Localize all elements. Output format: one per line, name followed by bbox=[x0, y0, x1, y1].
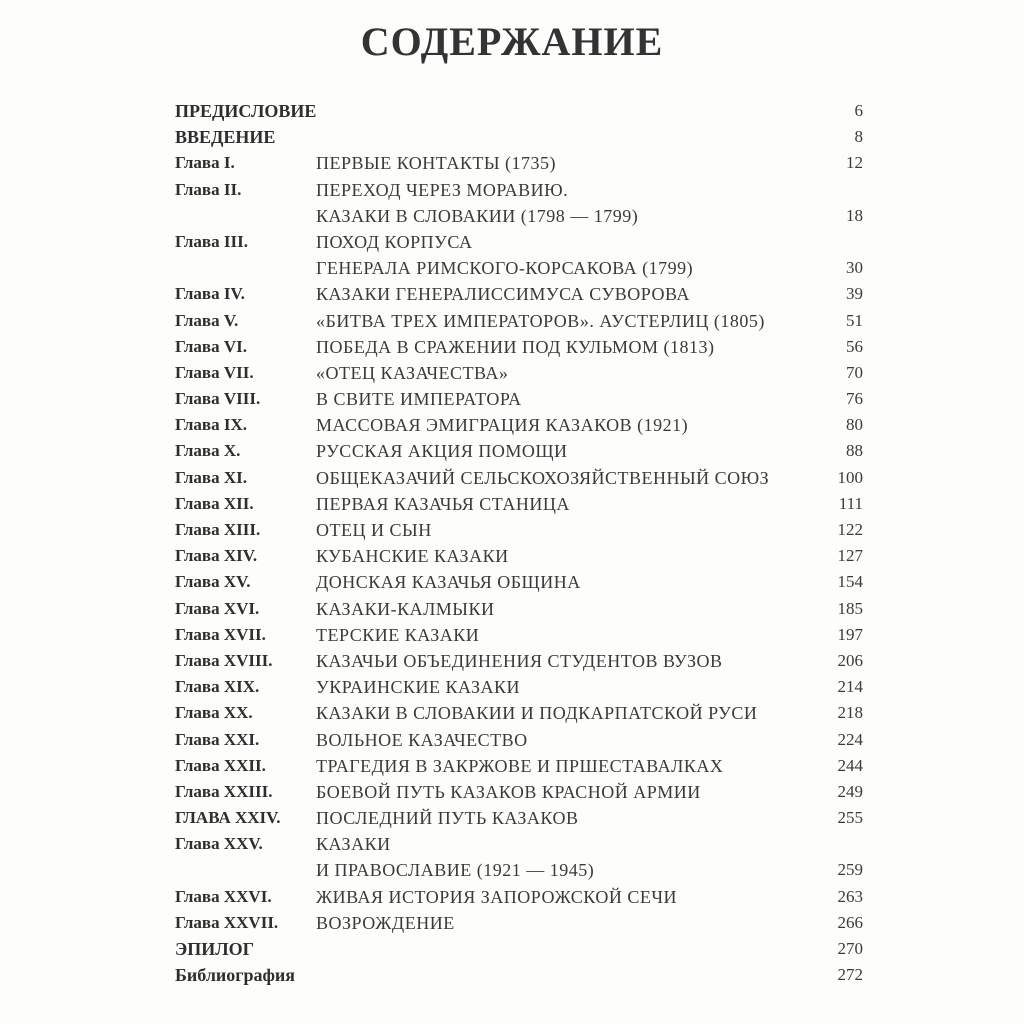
toc-entry bbox=[175, 936, 863, 962]
toc-entry-label: Глава VII. bbox=[175, 362, 254, 382]
toc-entry bbox=[175, 412, 863, 438]
toc-entry-page-number: 185 bbox=[837, 598, 863, 618]
toc-entry-label: Глава XI. bbox=[175, 467, 248, 487]
toc-entry bbox=[175, 727, 863, 753]
toc-entry-title: КАЗАЧЬИ ОБЪЕДИНЕНИЯ СТУДЕНТОВ ВУЗОВ bbox=[316, 650, 723, 671]
toc-entry bbox=[175, 360, 863, 386]
toc-entry bbox=[175, 910, 863, 936]
toc-entry-title: ПОСЛЕДНИЙ ПУТЬ КАЗАКОВ bbox=[316, 808, 579, 829]
toc-entry-page-number: 224 bbox=[837, 729, 863, 749]
toc-entry-title: КУБАНСКИЕ КАЗАКИ bbox=[316, 546, 509, 567]
toc-entry-label: ПРЕДИСЛОВИЕ bbox=[175, 101, 317, 121]
toc-entry-page-number: 244 bbox=[837, 755, 863, 775]
toc-entry-label: Глава XXIII. bbox=[175, 781, 273, 801]
toc-entry-page-number: 18 bbox=[846, 205, 863, 225]
toc-entry-title: ПЕРВЫЕ КОНТАКТЫ (1735) bbox=[316, 153, 557, 174]
toc-entry-label: Глава XIII. bbox=[175, 520, 261, 539]
toc-entry-title: КАЗАКИ В СЛОВАКИИ (1798 — 1799) bbox=[316, 205, 639, 226]
toc-entry-page-number: 255 bbox=[837, 808, 863, 828]
toc-entry-title: ТЕРСКИЕ КАЗАКИ bbox=[316, 624, 480, 645]
toc-entry-title: ВОЛЬНОЕ КАЗАЧЕСТВО bbox=[316, 729, 528, 750]
toc-entry bbox=[175, 334, 863, 360]
toc-entry-label: ЭПИЛОГ bbox=[175, 939, 255, 959]
toc-entry-label: Глава XXII. bbox=[175, 755, 266, 775]
toc-entry-page-number: 51 bbox=[846, 310, 863, 330]
toc-entry bbox=[175, 805, 863, 831]
toc-entry-label: Глава IX. bbox=[175, 415, 248, 435]
toc-entry-page-number: 266 bbox=[837, 912, 863, 932]
toc-entry bbox=[175, 124, 863, 150]
toc-entry-page-number: 197 bbox=[837, 624, 863, 644]
toc-entry bbox=[175, 98, 863, 124]
toc-entry-page-number: 206 bbox=[837, 650, 863, 670]
toc-entry-title: КАЗАКИ В СЛОВАКИИ И ПОДКАРПАТСКОЙ РУСИ bbox=[316, 703, 758, 724]
toc-entry-page-number: 8 bbox=[854, 127, 863, 147]
toc-entry-title: КАЗАКИ bbox=[316, 834, 391, 855]
toc-entry bbox=[175, 281, 863, 307]
toc-entry-title: ПОБЕДА В СРАЖЕНИИ ПОД КУЛЬМОМ (1813) bbox=[316, 336, 715, 357]
toc-entry-label: ГЛАВА XXIV. bbox=[175, 808, 281, 828]
toc-entry bbox=[175, 543, 863, 569]
toc-entry bbox=[175, 884, 863, 910]
toc-entry-title: ГЕНЕРАЛА РИМСКОГО-КОРСАКОВА (1799) bbox=[316, 258, 694, 279]
toc-entry bbox=[175, 177, 863, 203]
toc-entry-page-number: 70 bbox=[846, 362, 863, 382]
toc-entry bbox=[175, 674, 863, 700]
toc-entry-title: И ПРАВОСЛАВИЕ (1921 — 1945) bbox=[316, 860, 595, 881]
toc-entry-title: КАЗАКИ ГЕНЕРАЛИССИМУСА СУВОРОВА bbox=[316, 284, 690, 305]
toc-entry bbox=[175, 648, 863, 674]
toc-entry-title: МАССОВАЯ ЭМИГРАЦИЯ КАЗАКОВ (1921) bbox=[316, 415, 689, 436]
toc-entry-title: «ОТЕЦ КАЗАЧЕСТВА» bbox=[316, 362, 509, 383]
toc-entry-title: ПЕРВАЯ КАЗАЧЬЯ СТАНИЦА bbox=[316, 493, 570, 514]
toc-entry bbox=[175, 517, 863, 543]
toc-entry-label: Глава II. bbox=[175, 179, 242, 199]
toc-entry-title: В СВИТЕ ИМПЕРАТОРА bbox=[316, 389, 522, 410]
toc-entry-label: Глава X. bbox=[175, 441, 241, 461]
toc-entry bbox=[175, 622, 863, 648]
toc-entry-title: УКРАИНСКИЕ КАЗАКИ bbox=[316, 677, 521, 698]
toc-entry-title: ВОЗРОЖДЕНИЕ bbox=[316, 912, 455, 933]
toc-entry-label: Глава I. bbox=[175, 153, 235, 173]
toc-entry-label: Глава XXI. bbox=[175, 729, 260, 749]
toc-entry-title: КАЗАКИ-КАЛМЫКИ bbox=[316, 598, 495, 619]
toc-entry-label: Глава XXV. bbox=[175, 834, 263, 854]
toc-entry bbox=[175, 779, 863, 805]
toc-entry-page-number: 214 bbox=[837, 677, 863, 697]
toc-entry-label: Глава VIII. bbox=[175, 389, 261, 409]
toc-entry bbox=[175, 700, 863, 726]
page-title: СОДЕРЖАНИЕ bbox=[360, 19, 664, 64]
toc-entry-label: Глава XXVI. bbox=[175, 886, 272, 906]
toc-entry bbox=[175, 150, 863, 176]
toc-entry-page-number: 127 bbox=[837, 546, 863, 566]
toc-entry-label: Библиография bbox=[175, 965, 296, 986]
toc-entry-label: Глава III. bbox=[175, 231, 248, 251]
toc-entry bbox=[175, 386, 863, 412]
toc-entry-page-number: 218 bbox=[837, 703, 863, 723]
toc-entry-page-number: 111 bbox=[838, 493, 863, 513]
toc-entry-page-number: 122 bbox=[837, 520, 863, 539]
toc-entry bbox=[175, 491, 863, 517]
toc-entry bbox=[175, 569, 863, 595]
toc-entry bbox=[175, 308, 863, 334]
toc-entry-title: ЖИВАЯ ИСТОРИЯ ЗАПОРОЖСКОЙ СЕЧИ bbox=[316, 886, 678, 907]
toc-entry-label: Глава XVIII. bbox=[175, 650, 273, 670]
toc-entry bbox=[175, 465, 863, 491]
toc-entry-title: ПЕРЕХОД ЧЕРЕЗ МОРАВИЮ. bbox=[316, 179, 569, 200]
toc-entry-page-number: 12 bbox=[846, 153, 863, 173]
toc-entry bbox=[175, 203, 863, 229]
toc-entry-label: ВВЕДЕНИЕ bbox=[175, 127, 276, 148]
table-of-contents bbox=[175, 98, 863, 988]
toc-entry-page-number: 259 bbox=[837, 860, 863, 880]
toc-entry-page-number: 263 bbox=[837, 886, 863, 906]
toc-entry-page-number: 30 bbox=[846, 258, 863, 278]
toc-entry bbox=[175, 962, 863, 988]
toc-entry bbox=[175, 753, 863, 779]
toc-entry-label: Глава XX. bbox=[175, 703, 253, 723]
toc-entry-title: ОБЩЕКАЗАЧИЙ СЕЛЬСКОХОЗЯЙСТВЕННЫЙ СОЮЗ bbox=[316, 467, 770, 488]
toc-entry-label: Глава XV. bbox=[175, 572, 251, 592]
toc-entry-page-number: 88 bbox=[846, 441, 863, 461]
toc-entry-title: БОЕВОЙ ПУТЬ КАЗАКОВ КРАСНОЙ АРМИИ bbox=[316, 781, 701, 802]
toc-entry-title: РУССКАЯ АКЦИЯ ПОМОЩИ bbox=[316, 441, 568, 462]
toc-entry-page-number: 80 bbox=[846, 415, 863, 435]
toc-entry-page-number: 100 bbox=[837, 467, 863, 487]
toc-entry-page-number: 39 bbox=[846, 284, 863, 304]
toc-entry bbox=[175, 438, 863, 464]
toc-entry bbox=[175, 857, 863, 883]
toc-entry-page-number: 56 bbox=[846, 336, 863, 356]
toc-entry bbox=[175, 255, 863, 281]
toc-entry bbox=[175, 831, 863, 857]
toc-entry-label: Глава V. bbox=[175, 310, 239, 330]
toc-entry-page-number: 272 bbox=[837, 965, 863, 985]
toc-entry-title: ПОХОД КОРПУСА bbox=[316, 231, 473, 252]
toc-entry-page-number: 6 bbox=[854, 101, 863, 120]
toc-entry-label: Глава IV. bbox=[175, 284, 245, 304]
toc-entry bbox=[175, 229, 863, 255]
toc-entry-page-number: 249 bbox=[837, 781, 863, 801]
toc-entry-label: Глава XVI. bbox=[175, 598, 260, 618]
toc-entry-title: ТРАГЕДИЯ В ЗАКРЖОВЕ И ПРШЕСТАВАЛКАХ bbox=[316, 755, 724, 776]
toc-entry-page-number: 76 bbox=[846, 389, 863, 409]
toc-entry-page-number: 270 bbox=[837, 939, 863, 958]
toc-entry-label: Глава XIX. bbox=[175, 677, 260, 697]
toc-entry-page-number: 154 bbox=[837, 572, 863, 592]
toc-entry bbox=[175, 596, 863, 622]
toc-entry-label: Глава XII. bbox=[175, 493, 254, 513]
toc-entry-label: Глава XXVII. bbox=[175, 912, 279, 932]
toc-entry-label: Глава VI. bbox=[175, 336, 248, 356]
toc-entry-title: ОТЕЦ И СЫН bbox=[316, 520, 432, 540]
toc-entry-title: «БИТВА ТРЕХ ИМПЕРАТОРОВ». АУСТЕРЛИЦ (1805) bbox=[316, 310, 765, 331]
toc-entry-label: Глава XIV. bbox=[175, 546, 258, 566]
toc-entry-label: Глава XVII. bbox=[175, 624, 266, 644]
toc-entry-title: ДОНСКАЯ КАЗАЧЬЯ ОБЩИНА bbox=[316, 572, 581, 593]
